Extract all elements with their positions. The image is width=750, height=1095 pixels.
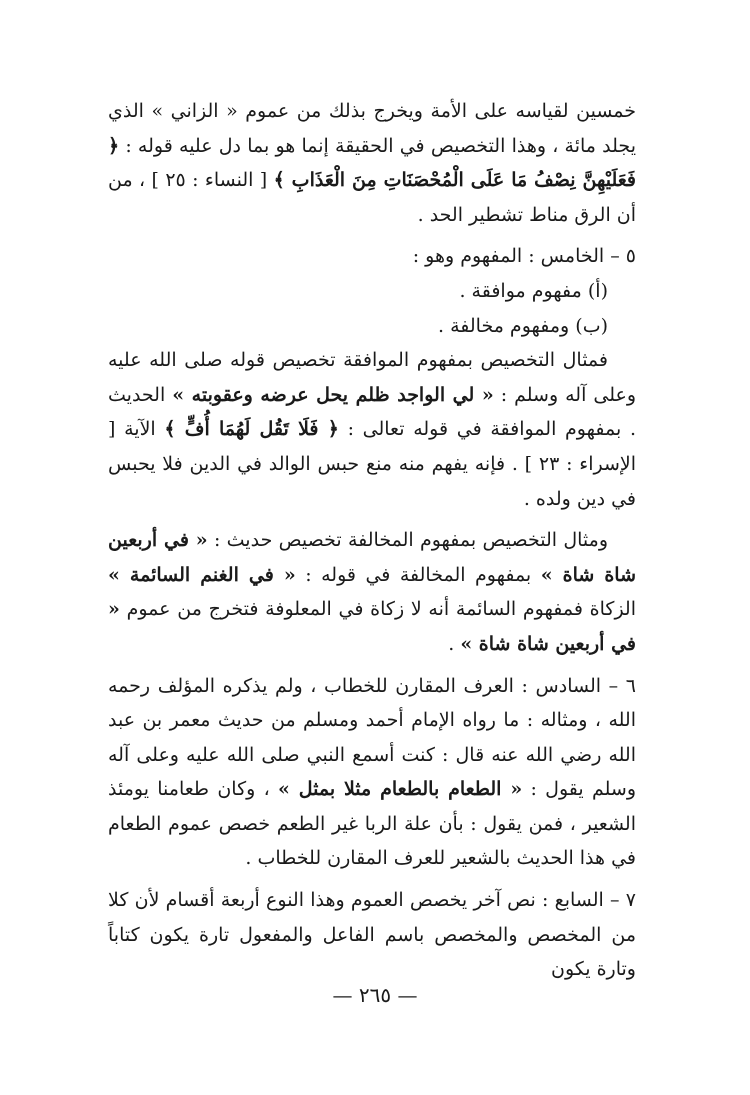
quran-verse: ﴿ فَلَا تَقُل لَهُمَا أُفٍّ ﴾	[164, 418, 339, 441]
body-text	[108, 94, 636, 994]
hadith-quote: « في الغنم السائمة »	[108, 563, 296, 586]
hadith-quote: « الطعام بالطعام مثلا بمثل »	[277, 778, 523, 801]
quran-verse: ﴿ فَعَلَيْهِنَّ نِصْفُ مَا عَلَى الْمُحْصَنَاتِ مِنَ الْعَذَابِ ﴾	[108, 134, 636, 192]
paragraph-muwafaqa: فمثال التخصيص بمفهوم الموافقة تخصيص قوله صلى الله عليه وعلى آله وسلم : « لي الواجد ظلم يحل عرضه وعقوبته » الحديث . بمفهوم الموافقة في قوله تعالى : ﴿ فَلَا تَقُل لَهُمَا أُفٍّ ﴾ الآية [ الإسراء : ٢٣ ] . فإنه يفهم منه منع حبس الوالد في الدين فلا يحبس في دين ولده .	[108, 349, 637, 510]
hadith-quote: « في أربعين شاة شاة »	[108, 598, 636, 655]
list-item-a: (أ) مفهوم موافقة .	[459, 279, 608, 302]
hadith-quote: « لي الواجد ظلم يحل عرضه وعقوبته »	[172, 383, 494, 406]
section-7-paragraph: ٧ – السابع : نص آخر يخصص العموم وهذا النوع أربعة أقسام لأن كلا من المخصص والمخصص باسم الفاعل والمفعول تارة يكون كتاباً وتارة يكون	[108, 889, 636, 981]
page-number: — ٢٦٥ —	[332, 983, 418, 1007]
hadith-quote: « في أربعين شاة شاة »	[108, 529, 636, 586]
section-5-heading: ٥ – الخامس : المفهوم وهو :	[412, 245, 636, 268]
paragraph-mukhalafa: ومثال التخصيص بمفهوم المخالفة تخصيص حديث : « في أربعين شاة شاة » بمفهوم المخالفة في قوله : « في الغنم السائمة » الزكاة فمفهوم السائمة أنه لا زكاة في المعلوفة فتخرج من عموم « في أربعين شاة شاة » .	[108, 529, 636, 655]
list-item-b: (ب) ومفهوم مخالفة .	[438, 314, 608, 337]
section-6-paragraph: ٦ – السادس : العرف المقارن للخطاب ، ولم يذكره المؤلف رحمه الله ، ومثاله : ما رواه الإمام أحمد ومسلم من حديث معمر بن عبد الله رضي الله عنه قال : كنت أسمع النبي صلى الله عليه وعلى آله وسلم يقول : « الطعام بالطعام مثلا بمثل » ، وكان طعامنا يومئذ الشعير ، فمن يقول : بأن علة الربا غير الطعم خصص عموم الطعام في هذا الحديث بالشعير للعرف المقارن للخطاب .	[108, 674, 636, 870]
paragraph-4-continuation: خمسين لقياسه على الأمة ويخرج بذلك من عموم « الزاني » الذي يجلد مائة ، وهذا التخصيص في الحقيقة إنما هو بما دل عليه قوله : ﴿ فَعَلَيْهِنَّ نِصْفُ مَا عَلَى الْمُحْصَنَاتِ مِنَ الْعَذَابِ ﴾ [ النساء : ٢٥ ] ، من أن الرق مناط تشطير الحد .	[108, 100, 636, 226]
